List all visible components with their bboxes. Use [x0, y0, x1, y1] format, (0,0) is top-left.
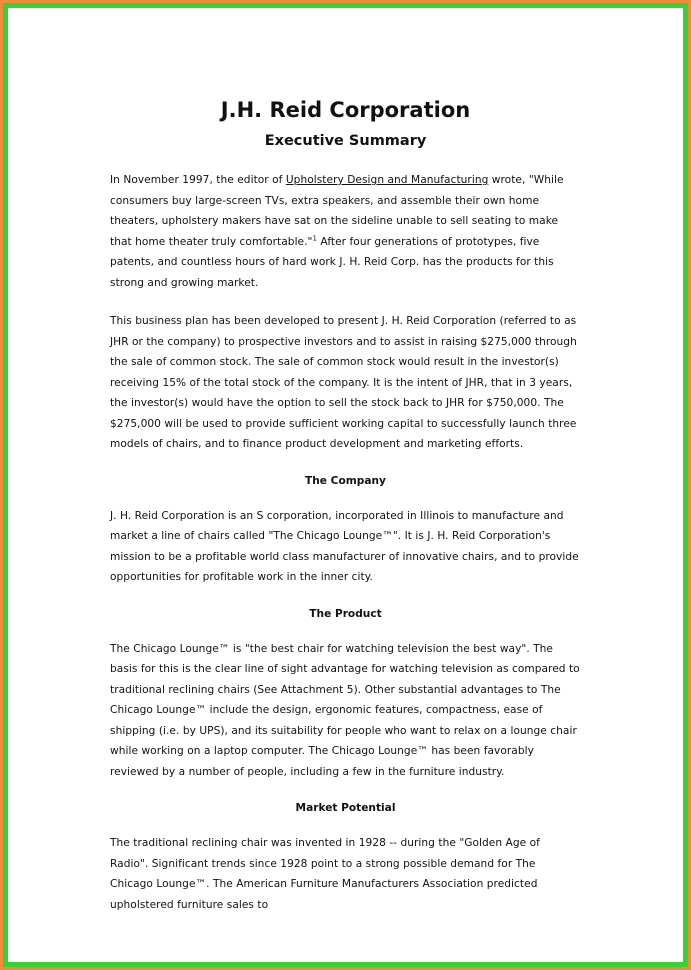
- footnote-marker: 1: [312, 233, 317, 242]
- publication-name: Upholstery Design and Manufacturing: [285, 174, 489, 186]
- market-paragraph: The traditional reclining chair was invented in 1928 -- during the "Golden Age of Radio". Significant trends since 1928 point to a strong possible demand for The Chicago Lounge™. The American Furniture Manufacturers Association predicted upholstered furniture sales to: [110, 837, 540, 911]
- intro-text-start: In November 1997, the editor of: [110, 174, 286, 186]
- document-subtitle: Executive Summary: [264, 133, 427, 149]
- intro-quote: wrote, "While consumers buy large-screen TVs, extra speakers, and assemble their own home theaters, upholstery makers have sat on the sideline unable to sell seating to make that home theater truly comfortable.": [110, 174, 564, 248]
- intro-text-end: After four generations of prototypes, five patents, and countless hours of hard work J. H. Reid Corp. has the products for this strong and growing market.: [110, 235, 554, 289]
- market-heading: Market Potential: [295, 802, 396, 814]
- business-plan-paragraph: This business plan has been developed to present J. H. Reid Corporation (referred to as JHR or the company) to prospective investors and to assist in raising $275,000 through the sale of common stock. The sale of common stock would result in the investor(s) receiving 15% of the total stock of the company. It is the intent of JHR, that in 3 years, the investor(s) would have the option to sell the stock back to JHR for $750,000. The $275,000 will be used to provide sufficient working capital to successfully launch three models of chairs, and to finance product development and marketing efforts.: [110, 315, 577, 450]
- document-page: [110, 95, 581, 915]
- product-paragraph: The Chicago Lounge™ is "the best chair for watching television the best way". The basis for this is the clear line of sight advantage for watching television as compared to traditional reclining chairs (See Attachment 5). Other substantial advantages to The Chicago Lounge™ include the design, ergonomic features, compactness, ease of shipping (i.e. by UPS), and its suitability for people who want to relax on a lounge chair while working on a laptop computer. The Chicago Lounge™ has been favorably reviewed by a number of people, including a few in the furniture industry.: [110, 642, 580, 778]
- product-heading: The Product: [309, 607, 382, 620]
- company-paragraph: J. H. Reid Corporation is an S corporation, incorporated in Illinois to manufacture and market a line of chairs called "The Chicago Lounge™". It is J. H. Reid Corporation's mission to be a profitable world class manufacturer of innovative chairs, and to provide opportunities for profitable work in the inner city.: [110, 509, 579, 583]
- intro-paragraph: [110, 170, 581, 293]
- company-heading: The Company: [305, 474, 386, 487]
- document-title: J.H. Reid Corporation: [220, 98, 471, 122]
